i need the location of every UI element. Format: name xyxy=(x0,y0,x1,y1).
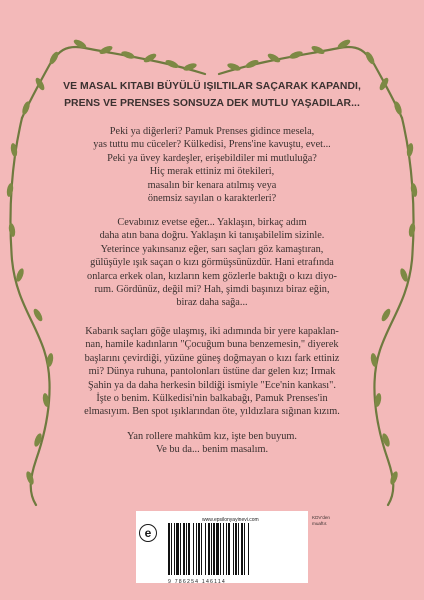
text-line: Yan rollere mahkûm kız, işte ben buyum. xyxy=(127,431,297,442)
text-line: mi? Dünya ruhuna, pantolonları üstüne dar gelen kız; Irmak xyxy=(88,366,336,378)
text-line: Yeterince yakınsanız eğer, sarı saçları göz kamaştıran, xyxy=(100,243,324,255)
publisher-url: www.epsilonyayinevi.com xyxy=(202,517,259,523)
tax-note xyxy=(312,515,330,527)
barcode-bar xyxy=(176,523,179,575)
text-line: Peki ya diğerleri? Pamuk Prenses gidince mesela, xyxy=(109,126,315,137)
headline-line: VE MASAL KITABI BÜYÜLÜ IŞILTILAR SAÇARAK KAPANDI, xyxy=(63,81,361,92)
barcode-bar xyxy=(228,523,230,575)
barcode-bar xyxy=(220,523,221,575)
barcode-bar xyxy=(186,523,187,575)
text-line: Cevabınız evetse eğer... Yaklaşın, birkaç adım xyxy=(117,217,307,228)
text-line: elmasıyım. Ben spot ışıklarından öte, yıldızlara sığınan kızım. xyxy=(84,406,340,418)
blurb-paragraph-1 xyxy=(60,125,364,205)
barcode-bar xyxy=(171,523,172,575)
blurb-paragraph-2 xyxy=(58,216,366,310)
text-line: daha atın bana doğru. Yaklaşın ki tanışabilelim sizinle. xyxy=(99,230,325,242)
text-line: Hiç merak ettiniz mi ötekileri, xyxy=(149,166,275,178)
text-line: yas tuttu mu cüceler? Külkedisi, Prens'ine kavuştu, evet... xyxy=(93,139,331,151)
text-line: rum. Gördünüz, değil mi? Hah, şimdi başınızı biraz eğin, xyxy=(94,284,330,296)
barcode-bar xyxy=(208,523,210,575)
barcode-bar xyxy=(244,523,245,575)
text-line: İşte o benim. Külkedisi'nin balkabağı, Pamuk Prenses'in xyxy=(96,393,328,405)
barcode-bar xyxy=(193,523,194,575)
text-line: Peki ya üvey kardeşler, erişebildiler mi mutluluğa? xyxy=(107,152,317,164)
barcode-bar xyxy=(180,523,181,575)
text-line: önemsiz sayılan o karakterleri? xyxy=(147,193,277,205)
tax-note-line: muaftır. xyxy=(312,521,328,526)
tax-note-line: KDV'den xyxy=(312,515,330,520)
barcode-bar xyxy=(188,523,190,575)
barcode-bar xyxy=(211,523,212,575)
text-line: başlarını çevirdiği, yüzüne güneş doğmayan o kızı fark ettiniz xyxy=(84,352,340,364)
barcode-bar xyxy=(226,523,227,575)
barcode-bar xyxy=(174,523,175,575)
blurb-paragraph-4 xyxy=(58,430,366,457)
barcode-bar xyxy=(233,523,234,575)
barcode-bar xyxy=(238,523,239,575)
barcode-bar xyxy=(183,523,185,575)
barcode-bar xyxy=(198,523,200,575)
barcode-bar xyxy=(241,523,243,575)
barcode-bar xyxy=(201,523,202,575)
publisher-logo-icon xyxy=(139,524,157,542)
isbn-barcode xyxy=(166,523,298,579)
text-line: masalın bir kenara atılmış veya xyxy=(147,179,277,191)
text-line: Kabarık saçları göğe ulaşmış, iki adımında bir yere kapaklan- xyxy=(85,326,339,337)
barcode-bar xyxy=(205,523,206,575)
barcode-bar xyxy=(248,523,249,575)
barcode-bar xyxy=(168,523,170,575)
isbn-number: 9 786254 146114 xyxy=(168,579,227,585)
text-line: Ve bu da... benim masalım. xyxy=(155,444,269,456)
headline-line: PRENS VE PRENSES SONSUZA DEK MUTLU YAŞADILAR... xyxy=(64,98,360,109)
barcode-bar xyxy=(213,523,215,575)
publisher-logo-letter: e xyxy=(144,526,152,540)
barcode-bar xyxy=(235,523,237,575)
blurb-paragraph-3 xyxy=(58,325,366,419)
headline xyxy=(52,78,372,112)
text-line: biraz daha sağa... xyxy=(176,297,248,309)
barcode-bar xyxy=(223,523,224,575)
barcode-bar xyxy=(196,523,197,575)
text-line: onlarca erkek olan, kızların kem gözlerle baktığı o kızı diyo- xyxy=(87,270,337,282)
barcode-bar xyxy=(216,523,219,575)
text-line: nan, hamile kadınların "Çocuğum buna benzemesin," diyerek xyxy=(85,339,339,351)
text-line: Şahin ya da daha herkesin bildiği ismiyle "Ece'nin kankası". xyxy=(88,379,336,391)
text-line: gülüşüyle ışık saçan o kızı görmüşsünüzdür. Hani etrafında xyxy=(90,257,334,269)
